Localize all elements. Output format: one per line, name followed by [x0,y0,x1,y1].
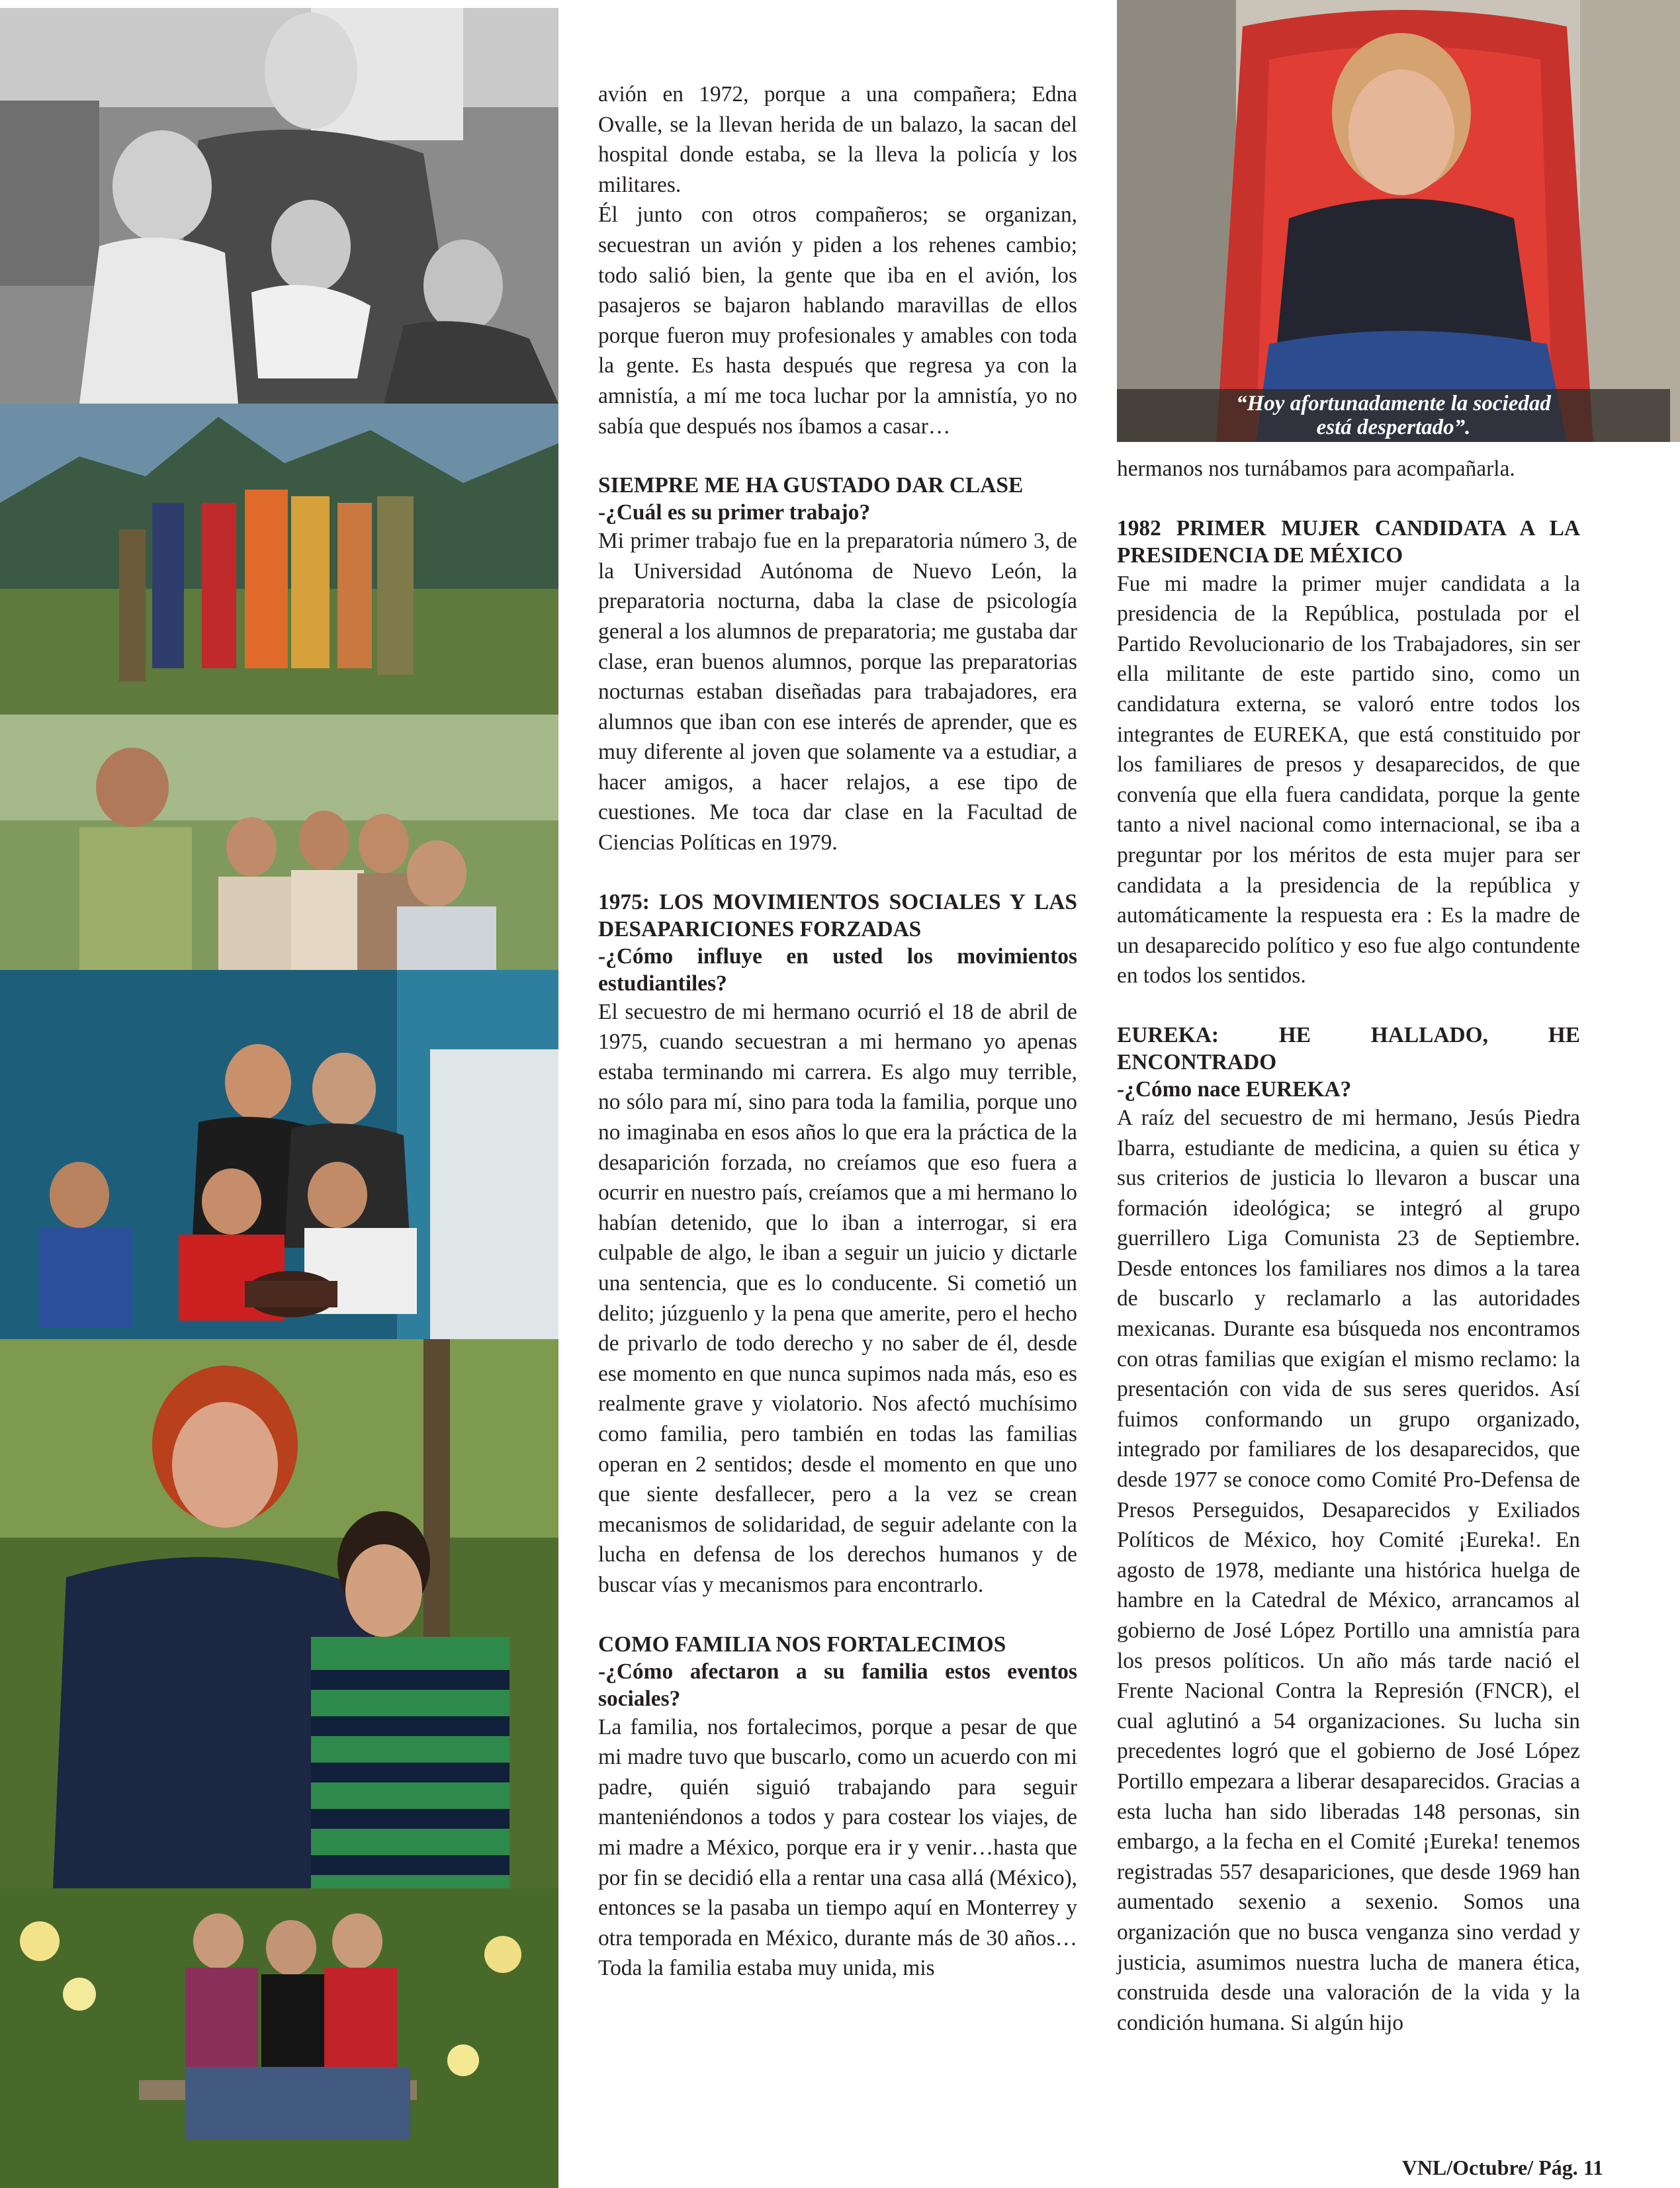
photo-young-people [0,715,558,970]
section-heading: COMO FAMILIA NOS FORTALECIMOS [598,1632,1006,1657]
paragraph: Mi primer trabajo fue en la preparatoria número 3, de la Universidad Autónoma de Nuevo León, la preparatoria nocturna, daba la clase de psicología general a los alumnos de preparatoria; me gustaba dar clase, eran buenos alumnos, porque las preparatorias nocturnas estaban diseñadas para trabajadores, era alumnos que iban con ese interés de aprender, que es muy diferente al joven que solamente va a estudiar, a hacer amigos, a hacer relajos, a ese tipo de cuestiones. Me toca dar clase en la Facultad de Ciencias Políticas en 1979. [598,529,1077,855]
page-footer: VNL/Octubre/ Pág. 11 [1401,2156,1603,2179]
interview-question: -¿Cómo nace EUREKA? [1117,1076,1352,1102]
article-column-middle [598,79,1077,1984]
photo-mother-son [0,1339,558,1888]
photo-mountain [0,404,558,715]
interview-question: -¿Cómo influye en usted los movimientos estudiantiles? [598,943,1077,996]
photo-interview-portrait [1117,0,1680,442]
caption-line-1: “Hoy afortunadamente la sociedad [1236,392,1551,416]
article-column-right [1117,454,1580,2038]
photo-family-bw [0,8,558,404]
paragraph: A raíz del secuestro de mi hermano, Jesús Piedra Ibarra, estudiante de medicina, a quien su ética y sus criterios de justicia lo llevaron a buscar una formación ideológica; se integró al grupo guerrillero Liga Comunista 23 de Septiembre. Desde entonces los familiares nos dimos a la tarea de buscarlo y reclamarlo a las autoridades mexicanas. Durante esa búsqueda nos encontramos con otras familias que exigían el mismo reclamo: la presentación con vida de sus seres queridos. Así fuimos conformando un grupo organizado, integrado por familiares de los desaparecidos, que desde 1977 se conoce como Comité Pro-Defensa de Presos Perseguidos, Desaparecidos y Exiliados Políticos de México, hoy Comité ¡Eureka!. En agosto de 1978, mediante una histórica huelga de hambre en la Catedral de México, arrancamos al gobierno de José López Portillo una amnistía para los presos políticos. Un año más tarde nació el Frente Nacional Contra la Represión (FNCR), el cual aglutinó a 54 organizaciones. Su lucha sin precedentes logró que el gobierno de José López Portillo empezara a liberar desaparecidos. Gracias a esta lucha han sido liberadas 148 personas, sin embargo, a la fecha en el Comité ¡Eureka! tenemos registradas 557 desapariciones, que desde 1969 han aumentado sexenio a sexenio. Somos una organización que no busca venganza sino verdad y justicia, asumimos nuestra lucha de manera ética, construida desde una valoración de la vida y la condición humana. Si algún hijo [1117,1105,1580,2035]
section-heading: SIEMPRE ME HA GUSTADO DAR CLASE [598,473,1024,498]
interview-question: -¿Cuál es su primer trabajo? [598,500,871,525]
paragraph: La familia, nos fortalecimos, porque a pesar de que mi madre tuvo que buscarlo, como un acuerdo con mi padre, quién siguió trabajando para seguir manteniéndonos a todos y para costear los viajes, de mi madre a México, porque era ir y venir…hasta que por fin se decidió ella a rentar una casa allá (México), entonces se la pasaba un tiempo aquí en Monterrey y otra temporada en México, durante más de 30 años… Toda la familia estaba muy unida, mis [598,1714,1077,1981]
photo-caption [1117,389,1670,442]
paragraph: Fue mi madre la primer mujer candidata a la presidencia de la República, postulada por el Partido Revolucionario de los Trabajadores, sin ser ella militante de este partido sino, como un candidatura externa, se valoró entre todos los integrantes de EUREKA, que está constituido por los familiares de presos y desaparecidos, de que convenía que ella fuera candidata, porque la gente tanto a nivel nacional como internacional, se iba a preguntar por los méritos de esta mujer para ser candidata a la presidencia de la república y automáticamente la respuesta era : Es la madre de un desaparecido político y eso fue algo contundente en todos los sentidos. [1117,571,1580,988]
paragraph: avión en 1972, porque a una compañera; Edna Ovalle, se la llevan herida de un balazo, la sacan del hospital donde estaba, se la lleva la policía y los militares. [598,82,1077,197]
photo-garden-bench [0,1888,558,2188]
paragraph: El secuestro de mi hermano ocurrió el 18 de abril de 1975, cuando secuestran a mi hermano yo apenas estaba terminando mi carrera. Es algo muy terrible, no sólo para mí, sino para toda la familia, porque uno no imaginaba en esos años lo que era la práctica de la desaparición forzada, no creíamos que eso fuera a ocurrir en nuestro país, creíamos que a mi hermano lo habían detenido, que lo iban a interrogar, si era culpable de algo, le iban a seguir un juicio y dictarle una sentencia, que es lo conducente. Si cometió un delito; júzguenlo y la pena que amerite, pero el hecho de privarlo de todo derecho y no saber de él, desde ese momento en que nunca supimos nada más, eso es realmente grave y violatorio. Nos afectó muchísimo como familia, pero también en todas las familias operan en 2 sentidos; desde el momento en que uno que siente desfallecer, pero a la vez se crean mecanismos de solidaridad, de seguir adelante con la lucha en defensa de los derechos humanos y de buscar vías y mecanismos para encontrarlo. [598,999,1077,1597]
caption-line-2: está despertado”. [1316,416,1471,439]
paragraph: hermanos nos turnábamos para acompañarla. [1117,457,1515,481]
section-heading: EUREKA: HE HALLADO, HE ENCONTRADO [1117,1022,1580,1074]
section-heading: 1975: LOS MOVIMIENTOS SOCIALES Y LAS DESAPARICIONES FORZADAS [598,889,1077,941]
section-heading: 1982 PRIMER MUJER CANDIDATA A LA PRESIDENCIA DE MÉXICO [1117,515,1580,568]
photo-birthday [0,970,558,1339]
paragraph: Él junto con otros compañeros; se organizan, secuestran un avión y piden a los rehenes cambio; todo salió bien, la gente que iba en el avión, los pasajeros se bajaron hablando maravillas de ellos porque fueron muy profesionales y amables con toda la gente. Es hasta después que regresa ya con la amnistía, a mí me toca luchar por la amnistía, yo no sabía que después nos íbamos a casar… [598,202,1077,439]
interview-question: -¿Cómo afectaron a su familia estos eventos sociales? [598,1659,1077,1711]
